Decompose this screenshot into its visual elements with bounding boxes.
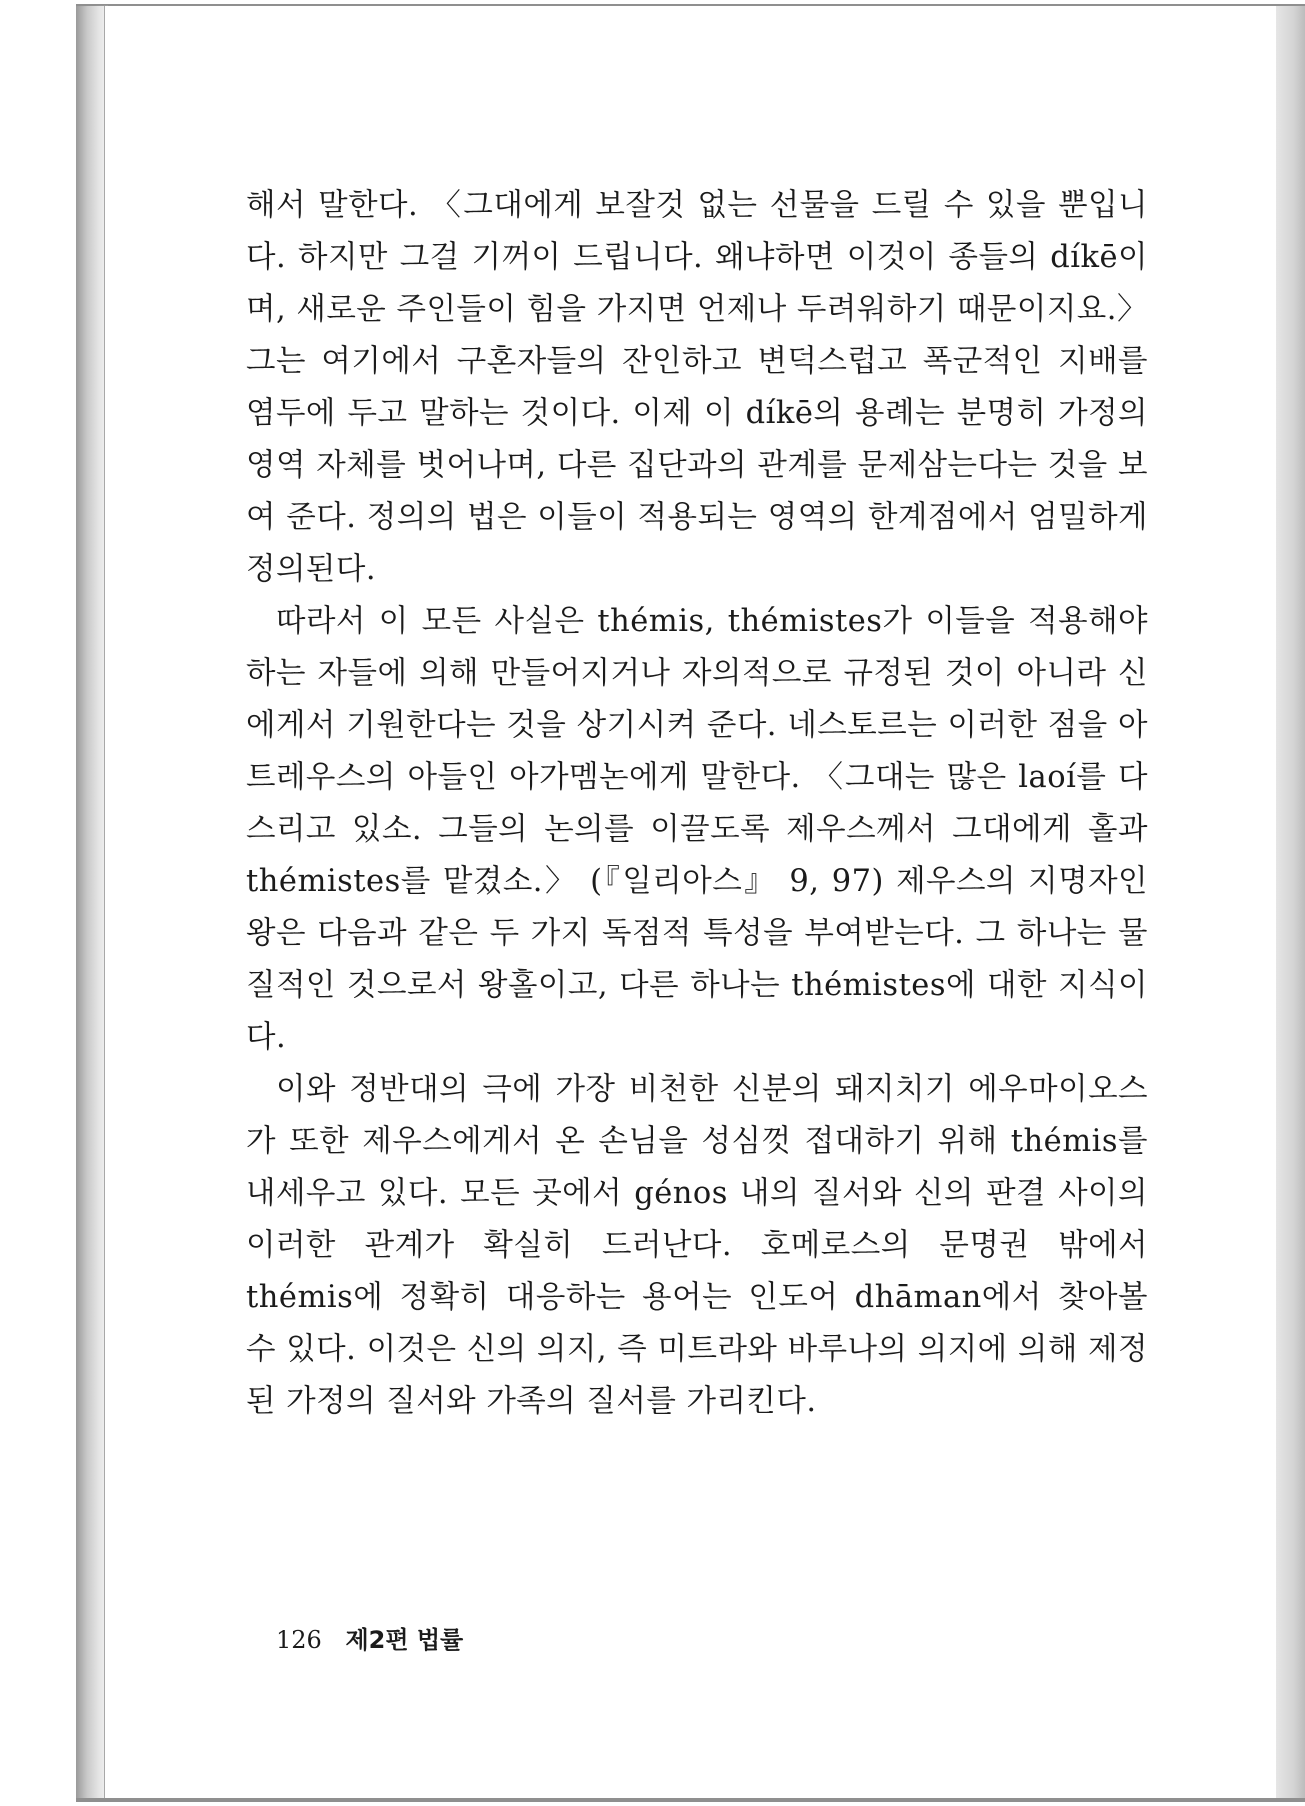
book-bottom-edge <box>76 1798 1305 1802</box>
paragraph: 이와 정반대의 극에 가장 비천한 신분의 돼지치기 에우마이오스가 또한 제우스에게서 온 손님을 성심껏 접대하기 위해 thémis를 내세우고 있다. 모든 곳에서 génos 내의 질서와 신의 판결 사이의 이러한 관계가 확실히 드러난다. 호메로스의 문명권 밖에서 thémis에 정확히 대응하는 용어는 인도어 dhāman에서 찾아볼 수 있다. 이것은 신의 의지, 즉 미트라와 바루나의 의지에 의해 제정된 가정의 질서와 가족의 질서를 가리킨다. <box>246 1072 1148 1419</box>
page-body-text <box>246 180 1148 1428</box>
part-title: 제2편 법률 <box>345 1626 464 1654</box>
page-footer <box>276 1620 463 1655</box>
paragraph: 해서 말한다. 〈그대에게 보잘것 없는 선물을 드릴 수 있을 뿐입니다. 하지만 그걸 기꺼이 드립니다. 왜냐하면 이것이 종들의 díkē이며, 새로운 주인들이 힘을 가지면 언제나 두려워하기 때문이지요.〉 그는 여기에서 구혼자들의 잔인하고 변덕스럽고 폭군적인 지배를 염두에 두고 말하는 것이다. 이제 이 díkē의 용례는 분명히 가정의 영역 자체를 벗어나며, 다른 집단과의 관계를 문제삼는다는 것을 보여 준다. 정의의 법은 이들이 적용되는 영역의 한계점에서 엄밀하게 정의된다. <box>246 188 1148 587</box>
paragraph: 따라서 이 모든 사실은 thémis, thémistes가 이들을 적용해야 하는 자들에 의해 만들어지거나 자의적으로 규정된 것이 아니라 신에게서 기원한다는 것을 상기시켜 준다. 네스토르는 이러한 점을 아트레우스의 아들인 아가멤논에게 말한다. 〈그대는 많은 laoí를 다스리고 있소. 그들의 논의를 이끌도록 제우스께서 그대에게 홀과 thémistes를 맡겼소.〉 (『일리아스』 9, 97) 제우스의 지명자인 왕은 다음과 같은 두 가지 독점적 특성을 부여받는다. 그 하나는 물질적인 것으로서 왕홀이고, 다른 하나는 thémistes에 대한 지식이다. <box>246 604 1148 1055</box>
page-number: 126 <box>276 1626 322 1654</box>
page-right-edge <box>1276 6 1305 1800</box>
